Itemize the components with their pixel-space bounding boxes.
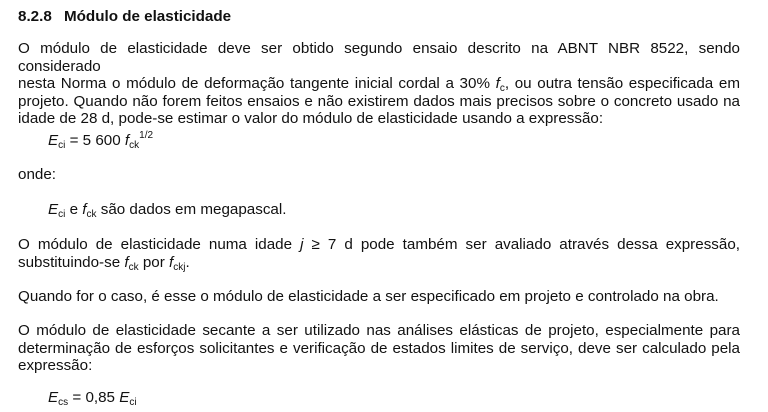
paragraph-definition — [18, 40, 740, 128]
section-heading — [18, 8, 231, 25]
paragraph-specification: Quando for o caso, é esse o módulo de elasticidade a ser especificado em projeto e controlado na obra. — [18, 288, 719, 305]
paragraph-line: expressão: — [18, 357, 93, 375]
paragraph-age — [18, 236, 740, 271]
paragraph-line: nesta Norma o módulo de deformação tangente inicial cordal a 30% $f_c$, ou outra tensão especificada em — [18, 75, 740, 95]
paragraph-line: determinação de esforços solicitantes e verificação de estados limites de serviço, deve ser calculado pela — [18, 339, 740, 357]
formula-ecs: $E_{cs} = 0,85$ $E_{ci}$ — [48, 389, 137, 408]
paragraph-line: projeto. Quando não forem feitos ensaios e não existirem dados mais precisos sobre o concreto usado na — [18, 92, 740, 110]
formula-eci: $E_{ci} = 5$ 600 $f_{ck}^{1/2}$ — [48, 130, 154, 151]
paragraph-line: O módulo de elasticidade deve ser obtido segundo ensaio descrito na ABNT NBR 8522, sendo considerado — [18, 40, 740, 75]
section-number: 8.2.8 — [18, 8, 52, 25]
paragraph-line: substituindo-se $f_{ck}$ por $f_{ckj}$. — [18, 253, 190, 273]
onde-label: onde: — [18, 166, 57, 183]
section-title: Módulo de elasticidade — [64, 8, 232, 25]
units-note: $E_{ci}$ e $f_{ck}$ são dados em megapascal. — [48, 201, 287, 220]
paragraph-secant — [18, 322, 740, 375]
paragraph-line: O módulo de elasticidade secante a ser utilizado nas análises elásticas de projeto, especialmente para — [18, 322, 740, 339]
paragraph-line: O módulo de elasticidade numa idade j ≥ 7 d pode também ser avaliado através dessa expressão, — [18, 236, 740, 253]
paragraph-line: idade de 28 d, pode-se estimar o valor do módulo de elasticidade usando a expressão: — [18, 110, 604, 128]
